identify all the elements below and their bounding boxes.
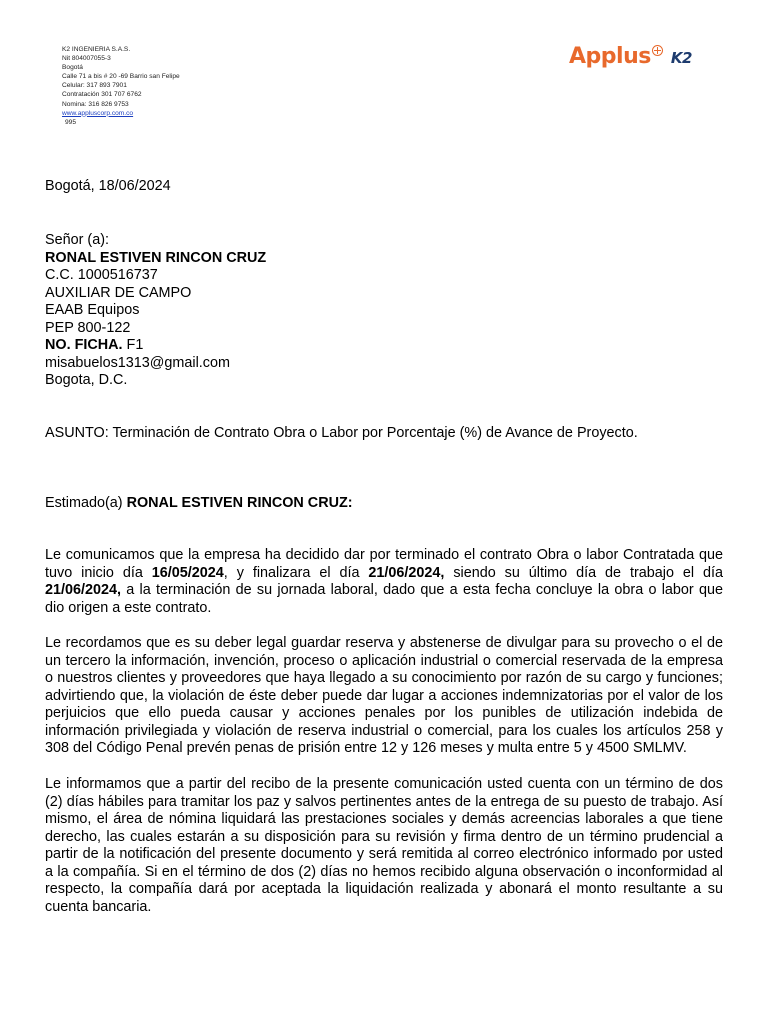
recipient-block: [45, 232, 723, 390]
p1-text-1: Le comunicamos que la empresa ha decidido dar por terminado el contrato Obra o labor Contratada que tuvo inicio día: [45, 547, 723, 581]
recipient-area: EAAB Equipos: [45, 302, 140, 318]
company-website-link[interactable]: www.appluscorp.com.co: [62, 109, 134, 117]
recipient-city: Bogota, D.C.: [45, 372, 128, 388]
p1-text-3: siendo su último día de trabajo el día: [444, 564, 723, 581]
company-nit: Nit 804007055-3: [62, 55, 111, 63]
recipient-position: AUXILIAR DE CAMPO: [45, 284, 192, 301]
recipient-email: misabuelos1313@gmail.com: [45, 354, 230, 371]
company-code: 995: [65, 118, 77, 126]
last-work-day: 21/06/2024,: [45, 582, 122, 598]
plus-circle-icon: [652, 45, 663, 56]
recipient-pep: PEP 800-122: [45, 319, 131, 336]
company-name: K2 INGENIERIA S.A.S.: [62, 46, 131, 53]
paragraph-3-text: Le informamos que a partir del recibo de la presente comunicación usted cuenta con un término de dos (2) días hábiles para tramitar los paz y salvos pertinentes antes de la entrega de su puesto de trabajo. Así mismo, el área de nómina liquidará las prestaciones sociales y demás acreencias laborales a que tiene derecho, las cuales estarán a su disposición para su revisión y firma dentro de un término prudencial a partir de la notificación del presente documento y será remitida al correo electrónico informado por usted a la compañía. Si en el término de dos (2) días no hemos recibido alguna observación o inconformidad al respecto, la compañía dará por aceptada la liquidación realizada y abonará el monto resultante a su cuenta bancaria.: [45, 776, 723, 915]
company-address: Calle 71 a bis # 20 -69 Barrio san Felipe: [62, 73, 180, 81]
ficha-value: F1: [122, 337, 144, 353]
greeting-name: RONAL ESTIVEN RINCON CRUZ:: [126, 495, 353, 511]
greeting-prefix: Estimado(a): [45, 495, 127, 511]
p1-text-2: , y finalizara el día: [223, 564, 369, 581]
applus-logo-text: Applus: [569, 44, 651, 69]
p1-text-4: a la terminación de su jornada laboral, dado que a esta fecha concluye la obra o labor que dio origen a este contrato.: [45, 582, 723, 616]
recipient-name: RONAL ESTIVEN RINCON CRUZ: [45, 249, 267, 266]
start-date: 16/05/2024: [151, 564, 224, 581]
date-line: Bogotá, 18/06/2024: [45, 178, 171, 194]
end-date: 21/06/2024,: [368, 564, 445, 581]
company-city: Bogotá: [62, 64, 83, 72]
recipient-salutation: Señor (a):: [45, 232, 109, 248]
company-contratacion: Contratación 301 707 6762: [62, 91, 142, 99]
company-nomina: Nomina: 316 826 9753: [62, 100, 129, 108]
paragraph-2-text: Le recordamos que es su deber legal guardar reserva y abstenerse de divulgar para su provecho o el de un tercero la información, invención, proceso o aplicación industrial o comercial reservada de la empresa o nuestros clientes y proveedores que haya llegado a su conocimiento por razón de su cargo y funciones; advirtiendo que, la violación de éste deber puede dar lugar a acciones indemnizatorias por el valor de los perjuicios que ello pueda causar y acciones penales por los punibles de utilización indebida de información privilegiada y violación de reserva industrial o comercial, para los cuales los artículos 258 y 308 del Código Penal prevén penas de prisión entre 12 y 126 meses y multa entre 5 y 4500 SMLMV.: [45, 635, 723, 756]
company-celular: Celular: 317 893 7901: [62, 82, 127, 90]
recipient-id: C.C. 1000516737: [45, 267, 158, 283]
greeting: [45, 495, 723, 513]
recipient-ficha: [45, 337, 723, 355]
paragraph-termination: [45, 547, 723, 617]
paragraph-confidentiality: [45, 635, 723, 758]
k2-logo-text: K2: [670, 49, 692, 67]
company-info-block: [62, 45, 180, 127]
paragraph-settlement: [45, 776, 723, 916]
applus-k2-logo: [569, 42, 692, 76]
subject-line: ASUNTO: Terminación de Contrato Obra o Labor por Porcentaje (%) de Avance de Proyecto.: [45, 425, 638, 441]
ficha-label: NO. FICHA.: [45, 337, 123, 353]
